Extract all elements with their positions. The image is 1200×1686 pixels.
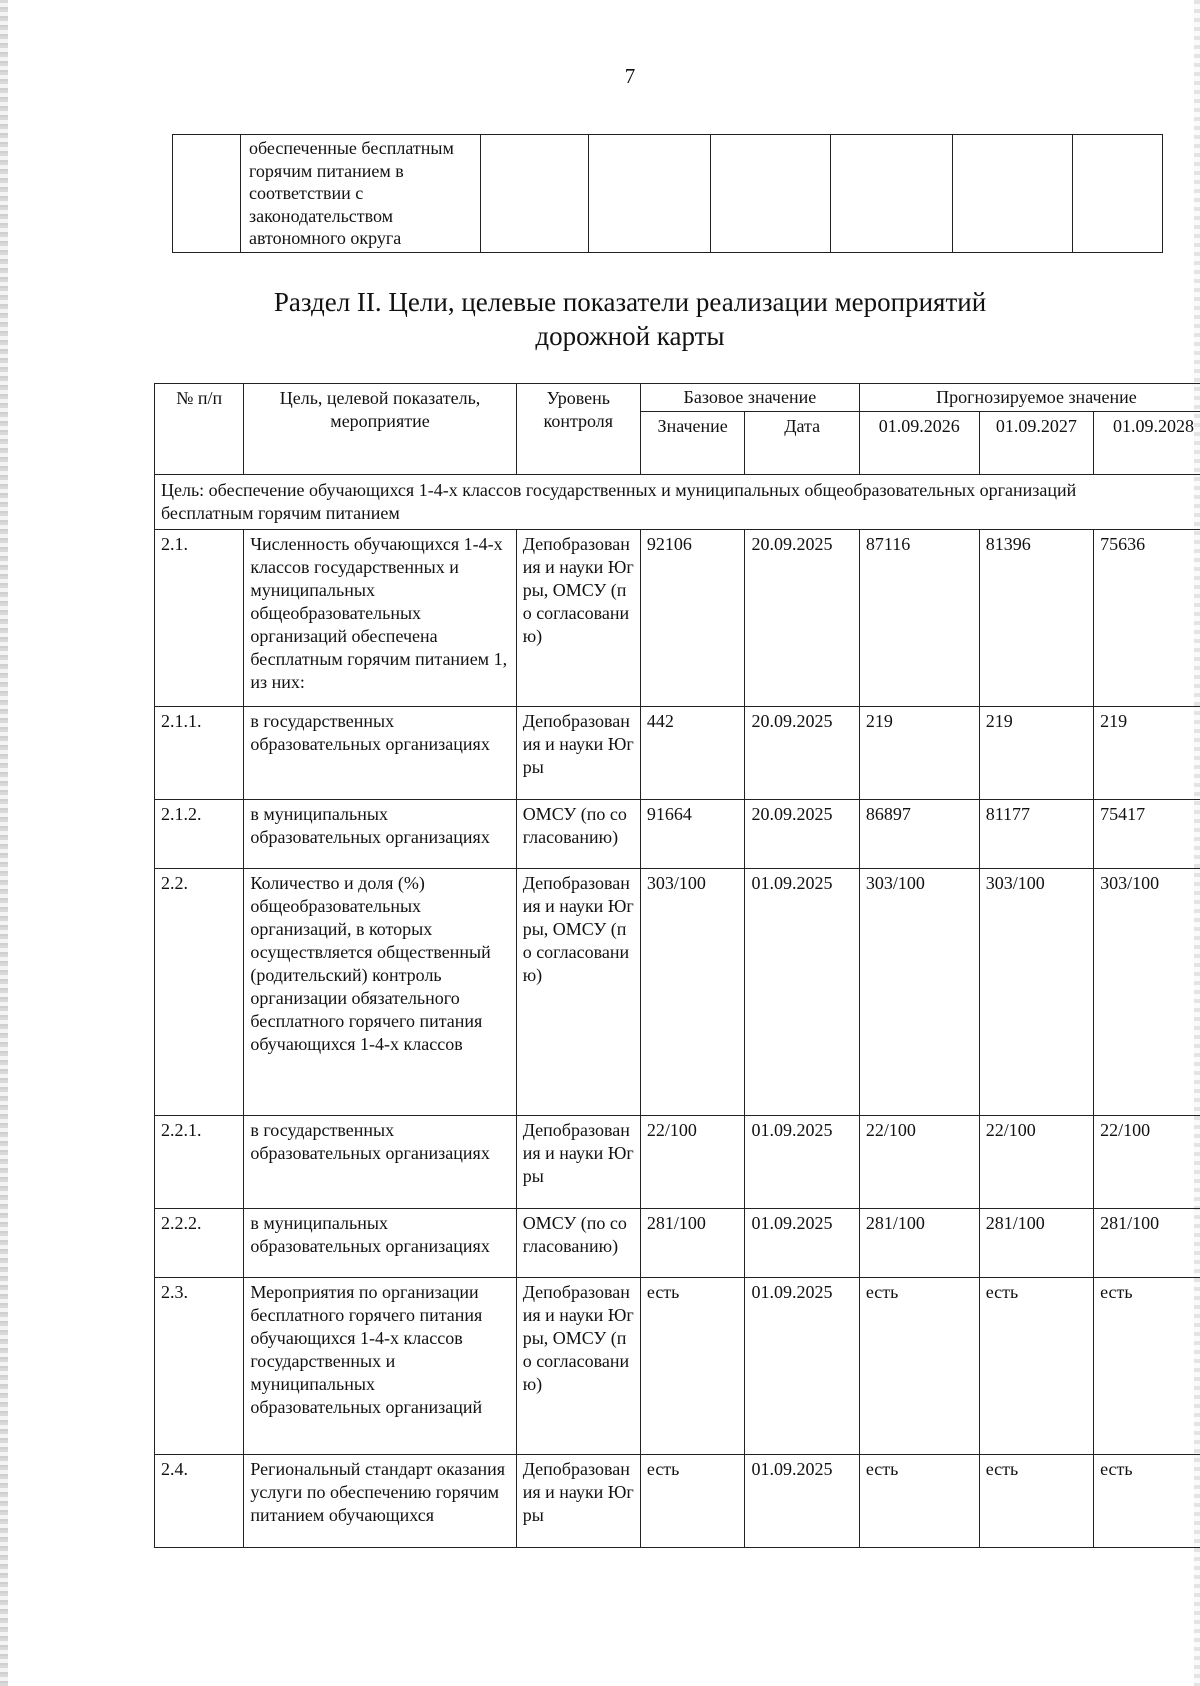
table-row [173,135,1163,253]
base-date: 20.09.2025 [745,707,859,800]
header-goal: Цель, целевой показатель, мероприятие [244,384,516,475]
row-number [173,135,241,253]
header-base-date: Дата [745,412,859,475]
forecast-2027: 219 [979,707,1093,800]
section-title-line-2: дорожной карты [535,321,725,351]
base-date: 01.09.2025 [745,1116,859,1209]
indicator-text: обеспеченные бесплатным горячим питанием в соответствии с законодательством автономного округа [241,135,481,253]
base-value: 281/100 [640,1209,745,1278]
table-row [155,1278,1200,1455]
indicator-text: в государственных образовательных организациях [244,1116,516,1209]
control-level: ОМСУ (по согласованию) [516,800,640,869]
header-forecast-2026: 01.09.2026 [859,412,979,475]
forecast-2028: есть [1094,1455,1200,1548]
header-control-level: Уровень контроля [516,384,640,475]
row-number: 2.2. [155,869,244,1116]
header-forecast-2027: 01.09.2027 [979,412,1093,475]
header-base-value: Значение [640,412,745,475]
base-date: 20.09.2025 [745,530,859,707]
row-number: 2.1. [155,530,244,707]
row-number: 2.2.1. [155,1116,244,1209]
indicator-text: в муниципальных образовательных организациях [244,800,516,869]
section-title-line-1: Раздел II. Цели, целевые показатели реализации мероприятий [273,287,987,317]
base-date: 01.09.2025 [745,1278,859,1455]
base-value: 92106 [640,530,745,707]
forecast-2026: 281/100 [859,1209,979,1278]
row-number: 2.4. [155,1455,244,1548]
forecast-2028: 75636 [1094,530,1200,707]
forecast-2028: 303/100 [1094,869,1200,1116]
control-level: Депобразования и науки Югры [516,707,640,800]
indicator-text: в государственных образовательных организациях [244,707,516,800]
base-date: 01.09.2025 [745,869,859,1116]
section-title [0,285,1200,353]
indicator-text: Численность обучающихся 1-4-х классов государственных и муниципальных общеобразовательных организаций обеспечена бесплатным горячим питанием 1, из них: [244,530,516,707]
row-number: 2.1.1. [155,707,244,800]
forecast-2027: 81396 [979,530,1093,707]
control-level: Депобразования и науки Югры, ОМСУ (по согласованию) [516,869,640,1116]
table-row [155,1116,1200,1209]
control-level: Депобразования и науки Югры [516,1455,640,1548]
goal-row [155,475,1200,530]
continuation-table [172,134,1163,253]
base-value: 442 [640,707,745,800]
forecast-2026: есть [859,1278,979,1455]
control-level: Депобразования и науки Югры, ОМСУ (по согласованию) [516,530,640,707]
table-row [155,1209,1200,1278]
forecast-2026: есть [859,1455,979,1548]
base-date [711,135,831,253]
base-value [589,135,711,253]
table-row [155,1455,1200,1548]
forecast-2026: 86897 [859,800,979,869]
forecast-2027: 81177 [979,800,1093,869]
forecast-2028 [1073,135,1163,253]
forecast-2027 [953,135,1073,253]
forecast-2026: 87116 [859,530,979,707]
forecast-2026 [831,135,953,253]
page-number: 7 [624,64,636,88]
indicator-text: Мероприятия по организации бесплатного горячего питания обучающихся 1-4-х классов государственных и муниципальных образовательных организаций [244,1278,516,1455]
forecast-2026: 303/100 [859,869,979,1116]
base-value: есть [640,1278,745,1455]
goal-text: Цель: обеспечение обучающихся 1-4-х классов государственных и муниципальных общеобразовательных организаций бесплатным горячим питанием [155,475,1200,530]
scan-edge-left [0,0,8,1686]
control-level [481,135,589,253]
forecast-2026: 219 [859,707,979,800]
forecast-2028: есть [1094,1278,1200,1455]
table-row [155,800,1200,869]
forecast-2028: 22/100 [1094,1116,1200,1209]
control-level: Депобразования и науки Югры, ОМСУ (по согласованию) [516,1278,640,1455]
base-date: 20.09.2025 [745,800,859,869]
forecast-2027: 303/100 [979,869,1093,1116]
forecast-2028: 281/100 [1094,1209,1200,1278]
forecast-2027: 281/100 [979,1209,1093,1278]
indicator-text: в муниципальных образовательных организациях [244,1209,516,1278]
base-value: 22/100 [640,1116,745,1209]
header-forecast-2028: 01.09.2028 [1094,412,1200,475]
forecast-2027: есть [979,1278,1093,1455]
base-date: 01.09.2025 [745,1209,859,1278]
control-level: ОМСУ (по согласованию) [516,1209,640,1278]
header-number: № п/п [155,384,244,475]
forecast-2028: 75417 [1094,800,1200,869]
forecast-2026: 22/100 [859,1116,979,1209]
forecast-2027: есть [979,1455,1093,1548]
row-number: 2.1.2. [155,800,244,869]
header-forecast: Прогнозируемое значение [859,384,1200,412]
row-number: 2.3. [155,1278,244,1455]
table-row [155,707,1200,800]
control-level: Депобразования и науки Югры [516,1116,640,1209]
indicator-text: Региональный стандарт оказания услуги по обеспечению горячим питанием обучающихся [244,1455,516,1548]
forecast-2028: 219 [1094,707,1200,800]
row-number: 2.2.2. [155,1209,244,1278]
base-date: 01.09.2025 [745,1455,859,1548]
header-row [155,384,1200,412]
base-value: 303/100 [640,869,745,1116]
indicator-text: Количество и доля (%) общеобразовательных организаций, в которых осуществляется общественный (родительский) контроль организации обязательного бесплатного горячего питания обучающихся 1-4-х классов [244,869,516,1116]
base-value: есть [640,1455,745,1548]
table-row [155,530,1200,707]
forecast-2027: 22/100 [979,1116,1093,1209]
header-base: Базовое значение [640,384,859,412]
table-row [155,869,1200,1116]
base-value: 91664 [640,800,745,869]
indicators-table [154,383,1200,1548]
